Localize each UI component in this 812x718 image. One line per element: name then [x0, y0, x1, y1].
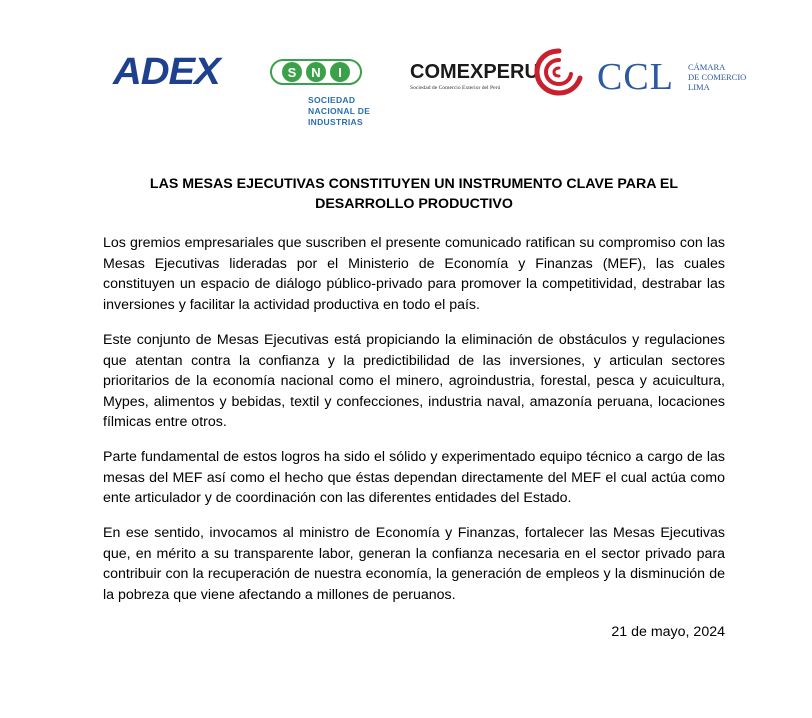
- comexperu-logo-subtitle: Sociedad de Comercio Exterior del Perú: [410, 85, 501, 91]
- sni-badges-graphic: [270, 57, 362, 87]
- comexperu-logo-text: COMEXPERU: [410, 61, 539, 83]
- ccl-subtitle-line: LIMA: [688, 82, 710, 92]
- paragraph: Los gremios empresariales que suscriben el presente comunicado ratifican su compromiso con las Mesas Ejecutivas lideradas por el Ministerio de Economía y Finanzas (MEF), las cuales constituyen un espacio de diálogo público-privado para promover la competitividad, destrabar las inversiones y facilitar la actividad productiva en todo el país.: [103, 235, 725, 313]
- adex-logo-text: ADEX: [113, 51, 220, 93]
- sni-letter-n: N: [311, 65, 321, 80]
- sni-subtitle-line: INDUSTRIAS: [308, 117, 363, 127]
- document-date: 21 de mayo, 2024: [611, 624, 725, 640]
- ccl-subtitle-line: CÁMARA: [688, 62, 726, 72]
- document-title: LAS MESAS EJECUTIVAS CONSTITUYEN UN INSTRUMENTO CLAVE PARA EL DESARROLLO PRODUCTIVO: [149, 176, 679, 212]
- comexperu-logo: [410, 47, 585, 99]
- paragraph: Parte fundamental de estos logros ha sido el sólido y experimentado equipo técnico a cargo de las mesas del MEF así como el hecho que éstas dependan directamente del MEF el cual actúa como ente articulador y de coordinación con las diferentes entidades del Estado.: [103, 449, 725, 506]
- sni-logo: [270, 57, 370, 129]
- paragraph: Este conjunto de Mesas Ejecutivas está propiciando la eliminación de obstáculos y regulaciones que atentan contra la confianza y la predictibilidad de las inversiones, y articulan sectores prioritarios de la economía nacional como el minero, agroindustria, forestal, pesca y acuicultura, Mypes, alimentos y bebidas, textil y confecciones, industria naval, amazonía peruana, locaciones fílmicas entre otros.: [103, 332, 725, 430]
- sni-letter-s: S: [287, 65, 297, 80]
- adex-logo: [113, 52, 235, 92]
- ccl-logo-text: CCL: [597, 56, 674, 98]
- ccl-logo: [597, 56, 757, 102]
- sni-subtitle: [308, 95, 378, 128]
- sni-subtitle-line: NACIONAL DE: [308, 106, 371, 116]
- ccl-logo-subtitle: [688, 62, 746, 92]
- comexperu-swirl-icon: [533, 47, 585, 97]
- sni-subtitle-line: SOCIEDAD: [308, 95, 356, 105]
- ccl-subtitle-line: DE COMERCIO: [688, 72, 747, 82]
- paragraph: En ese sentido, invocamos al ministro de Economía y Finanzas, fortalecer las Mesas Ejecutivas que, en mérito a su transparente labor, generan la confianza necesaria en el sector privado para contribuir con la recuperación de nuestra economía, la generación de empleos y la disminución de la pobreza que viene afectando a millones de peruanos.: [103, 525, 725, 603]
- sni-letter-i: I: [338, 65, 342, 80]
